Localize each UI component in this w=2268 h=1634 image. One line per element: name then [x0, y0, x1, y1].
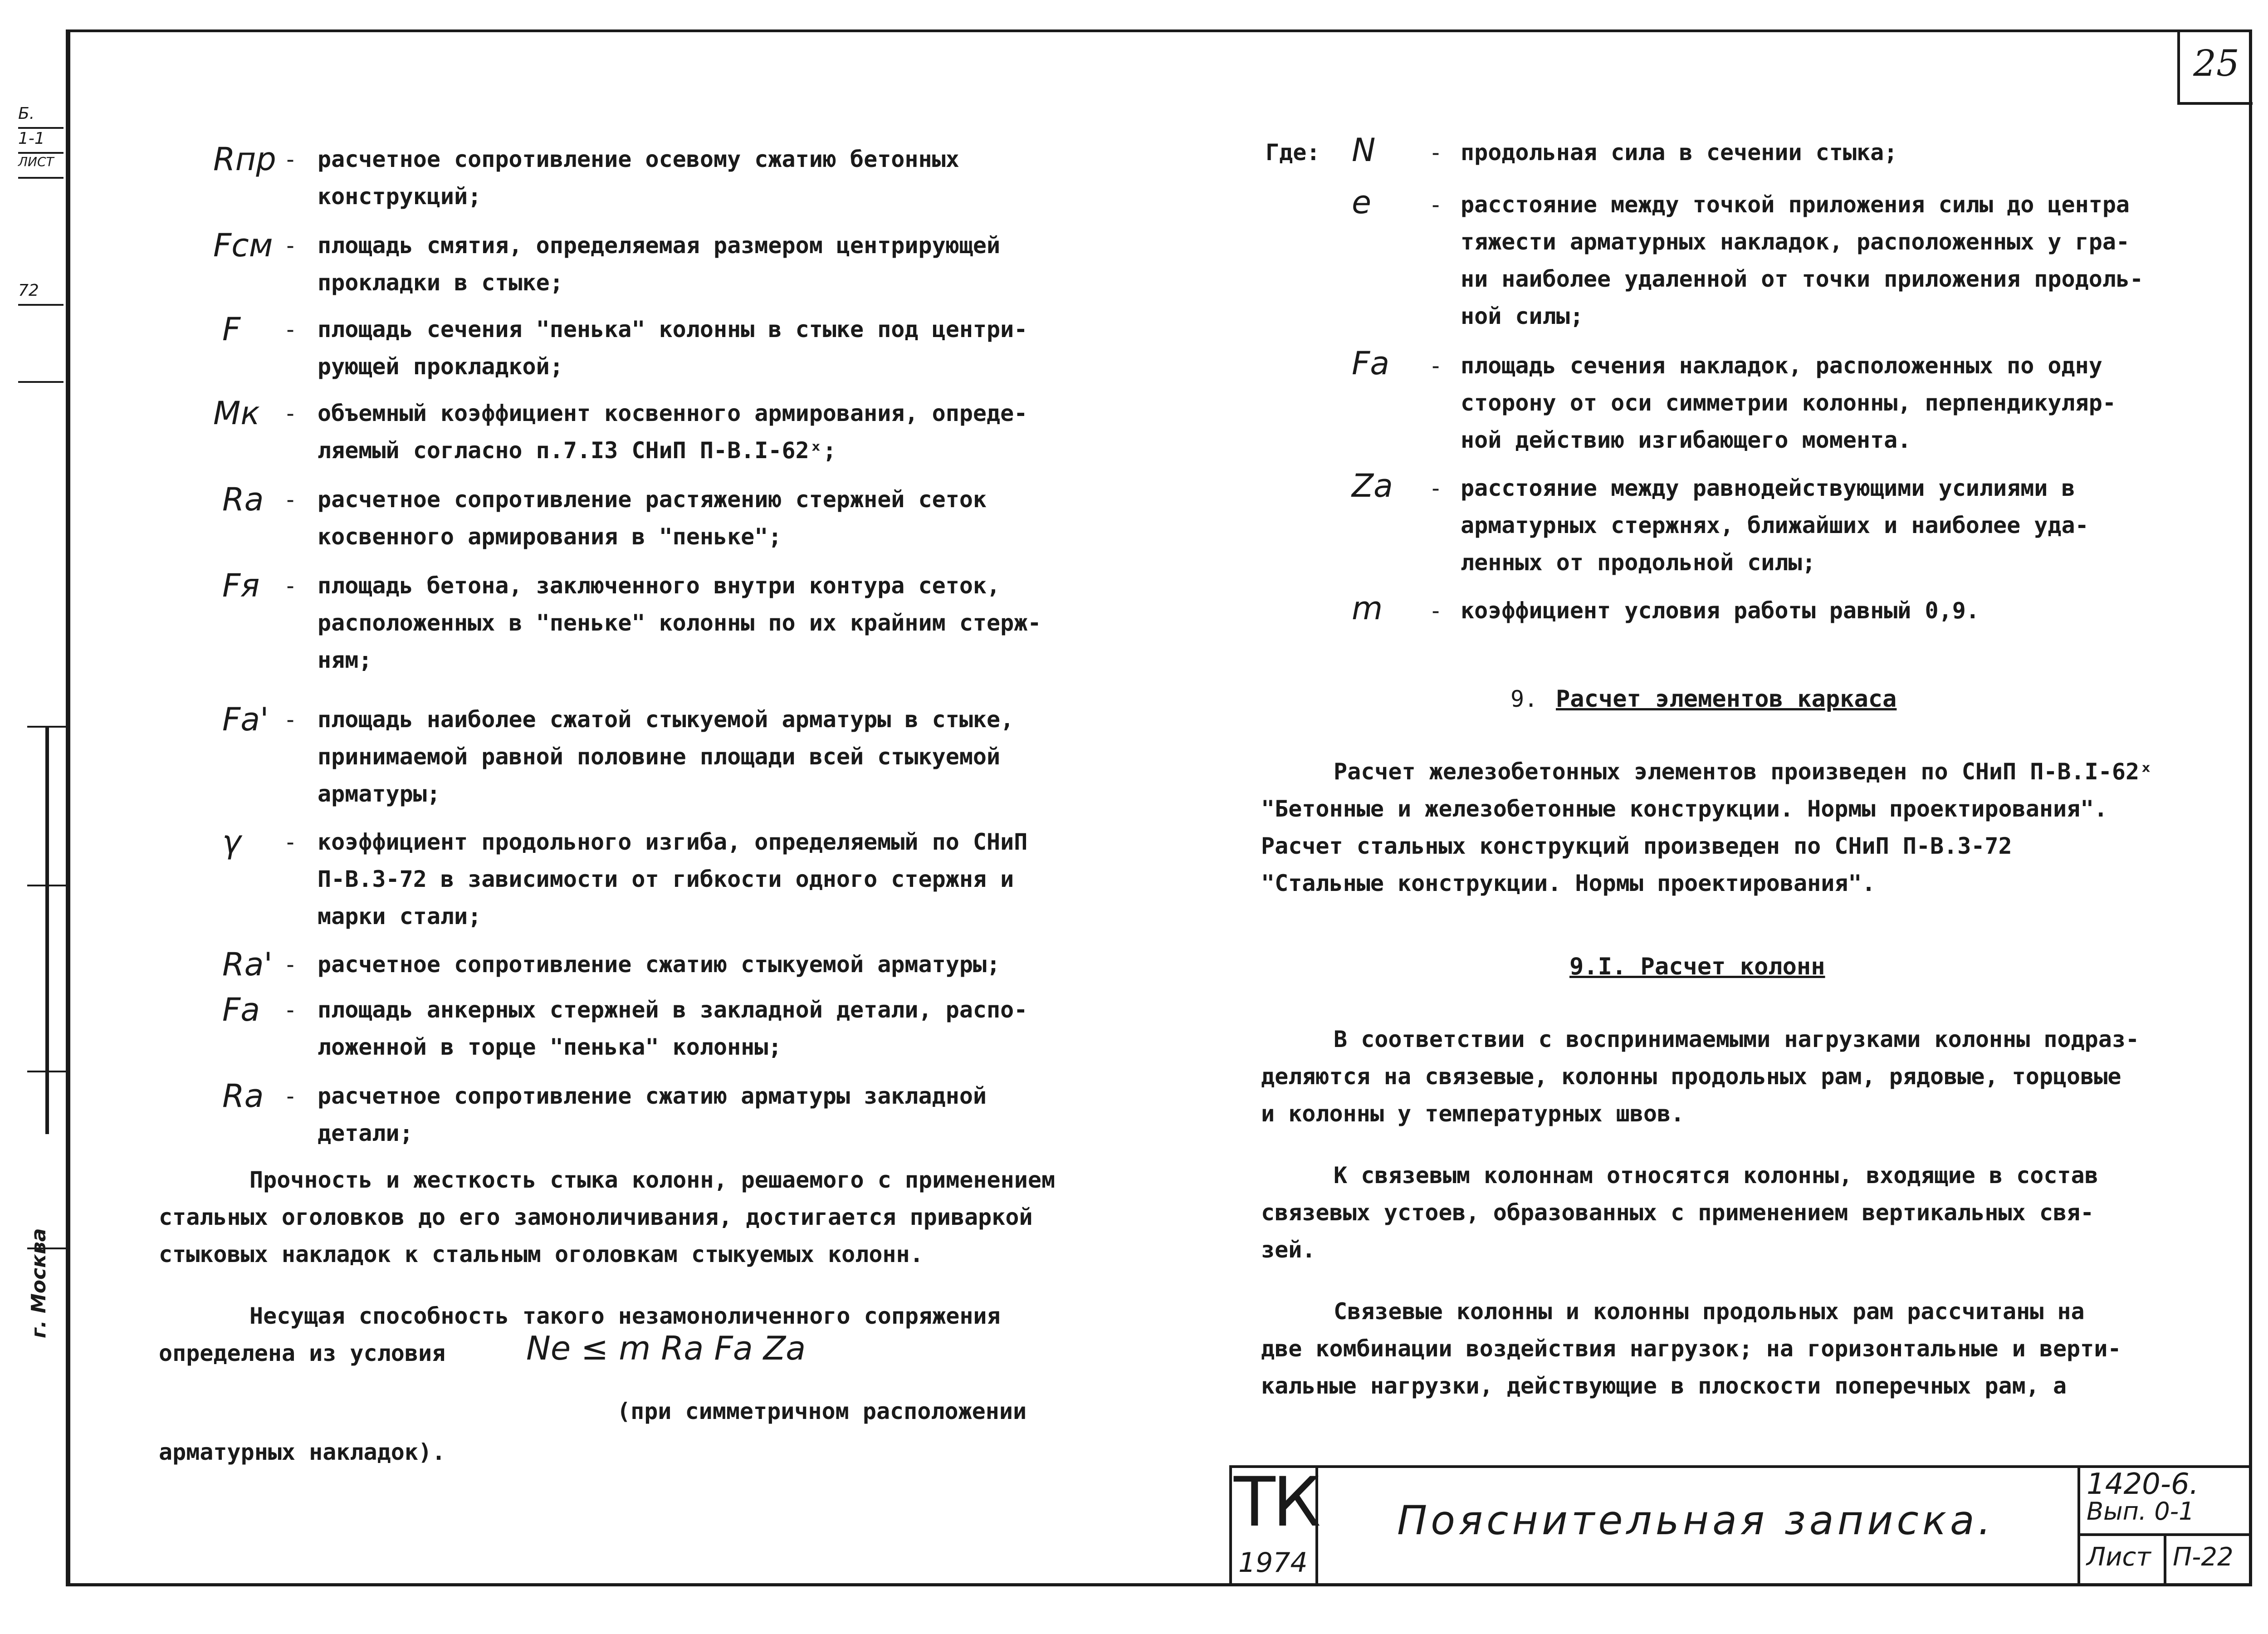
- page-number: 25: [2177, 29, 2253, 105]
- symbol: e: [1352, 184, 1372, 221]
- strip-divider: [18, 127, 64, 129]
- definition-line: принимаемой равной половине площади всей стыкуемой: [318, 744, 1001, 770]
- symbol: m: [1352, 590, 1383, 627]
- symbol: Fa: [1352, 345, 1390, 382]
- symbol: Ra': [222, 946, 273, 983]
- paragraph-line: (при симметричном расположении: [617, 1398, 1027, 1424]
- paragraph-line: Прочность и жесткость стыка колонн, решаемого с применением: [249, 1167, 1056, 1193]
- paragraph-line: связевых устоев, образованных с применением вертикальных свя-: [1261, 1199, 2094, 1226]
- symbol: Fя: [222, 567, 260, 604]
- margin-strip-line: Б.: [18, 104, 35, 123]
- strip-divider: [18, 381, 64, 383]
- paragraph-line: две комбинации воздействия нагрузок; на горизонтальные и верти-: [1261, 1336, 2121, 1362]
- document-code: 1420-6.: [2087, 1468, 2199, 1501]
- definition-line: ложенной в торце "пенька" колонны;: [318, 1034, 782, 1060]
- symbol: Za: [1352, 467, 1393, 504]
- definition-line: расстояние между равнодействующими усилиями в: [1461, 475, 2075, 501]
- city-label: г. Москва: [27, 1228, 50, 1338]
- paragraph-line: зей.: [1261, 1237, 1316, 1263]
- definition-line: марки стали;: [318, 903, 482, 930]
- definition-line: площадь смятия, определяемая размером центрирующей: [318, 232, 1001, 259]
- symbol: Fсм: [213, 227, 273, 264]
- paragraph-line: определена из условия: [159, 1340, 446, 1366]
- definition-line: площадь сечения накладок, расположенных по одну: [1461, 352, 2102, 379]
- definition-line: детали;: [318, 1120, 413, 1146]
- definition-line: конструкций;: [318, 183, 482, 210]
- strip-divider: [27, 1071, 68, 1072]
- definition-line: ной силы;: [1461, 303, 1584, 329]
- definition-line: ной действию изгибающего момента.: [1461, 427, 1911, 453]
- paragraph-line: Расчет железобетонных элементов произведен по СНиП П-В.I-62ˣ: [1334, 758, 2153, 785]
- margin-strip-line: 1-1: [18, 129, 45, 148]
- definition-line: ляемый согласно п.7.I3 СНиП П-В.I-62ˣ;: [318, 437, 836, 464]
- definition-line: сторону от оси симметрии колонны, перпендикуляр-: [1461, 390, 2116, 416]
- title-block-year: 1974: [1238, 1547, 1308, 1579]
- strength-formula: Ne ≤ m Ra Fa Za: [526, 1329, 806, 1367]
- margin-strip-line: ЛИСТ: [18, 154, 54, 169]
- symbol: N: [1352, 132, 1376, 169]
- definition-line: объемный коэффициент косвенного армирования, опреде-: [318, 400, 1028, 426]
- strip-divider: [27, 885, 68, 886]
- definition-line: арматуры;: [318, 781, 440, 807]
- definition-line: косвенного армирования в "пеньке";: [318, 523, 782, 550]
- section-heading: Расчет элементов каркаса: [1556, 685, 1897, 713]
- symbol: Fa: [222, 991, 260, 1028]
- where-label: Где:: [1266, 139, 1320, 166]
- frame-right-border: [2249, 29, 2252, 1585]
- definition-line: ни наиболее удаленной от точки приложения продоль-: [1461, 266, 2144, 292]
- definition-line: площадь анкерных стержней в закладной детали, распо-: [318, 997, 1028, 1023]
- definition-line: расчетное сопротивление осевому сжатию бетонных: [318, 146, 959, 172]
- sheet-number: П-22: [2173, 1542, 2234, 1572]
- paragraph-line: деляются на связевые, колонны продольных рам, рядовые, торцовые: [1261, 1063, 2121, 1090]
- definition-line: П-В.3-72 в зависимости от гибкости одного стержня и: [318, 866, 1014, 892]
- frame-left-border: [66, 29, 70, 1585]
- definition-line: расчетное сопротивление сжатию стыкуемой арматуры;: [318, 951, 1001, 978]
- paragraph-line: В соответствии с воспринимаемыми нагрузками колонны подраз-: [1334, 1026, 2140, 1052]
- definition-line: рующей прокладкой;: [318, 353, 563, 380]
- tk-logo: ТК: [1234, 1463, 1319, 1542]
- definition-line: тяжести арматурных накладок, расположенных у гра-: [1461, 229, 2130, 255]
- definition-line: коэффициент условия работы равный 0,9.: [1461, 597, 1980, 624]
- symbol: Rпр: [213, 141, 276, 178]
- paragraph-line: и колонны у температурных швов.: [1261, 1101, 1685, 1127]
- definition-line: арматурных стержнях, ближайших и наиболее уда-: [1461, 512, 2089, 538]
- paragraph-line: арматурных накладок).: [159, 1439, 446, 1465]
- paragraph-line: Связевые колонны и колонны продольных рам рассчитаны на: [1334, 1298, 2085, 1325]
- paragraph-line: стыковых накладок к стальным оголовкам стыкуемых колонн.: [159, 1241, 924, 1267]
- margin-strip-line: 72: [18, 281, 39, 300]
- definition-line: площадь наиболее сжатой стыкуемой арматуры в стыке,: [318, 706, 1014, 733]
- subsection-heading: 9.I. Расчет колонн: [1569, 953, 1825, 980]
- paragraph-line: "Стальные конструкции. Нормы проектирования".: [1261, 870, 1876, 896]
- strip-divider: [18, 152, 64, 154]
- definition-line: ленных от продольной силы;: [1461, 549, 1816, 576]
- definition-line: прокладки в стыке;: [318, 269, 563, 296]
- paragraph-line: "Бетонные и железобетонные конструкции. Нормы проектирования".: [1261, 796, 2108, 822]
- issue-number: Вып. 0-1: [2087, 1497, 2195, 1526]
- paragraph-line: кальные нагрузки, действующие в плоскости поперечных рам, а: [1261, 1373, 2067, 1399]
- paragraph-line: Несущая способность такого незамоноличенного сопряжения: [249, 1303, 1001, 1329]
- document-title: Пояснительная записка.: [1397, 1497, 1994, 1544]
- definition-line: площадь сечения "пенька" колонны в стыке под центри-: [318, 316, 1028, 342]
- section-number: 9.: [1510, 686, 1538, 712]
- symbol: Mк: [213, 395, 260, 432]
- definition-line: расчетное сопротивление сжатию арматуры закладной: [318, 1083, 987, 1109]
- strip-divider: [18, 304, 64, 306]
- strip-divider: [18, 177, 64, 179]
- definition-line: коэффициент продольного изгиба, определяемый по СНиП: [318, 829, 1028, 855]
- definition-line: ням;: [318, 647, 372, 673]
- symbol: Ra: [222, 1077, 264, 1115]
- paragraph-line: стальных оголовков до его замоноличивания, достигается приваркой: [159, 1204, 1033, 1230]
- frame-top-border: [66, 29, 2252, 32]
- definition-line: расположенных в "пеньке" колонны по их крайним стерж-: [318, 610, 1041, 636]
- definition-line: расчетное сопротивление растяжению стержней сеток: [318, 486, 987, 513]
- strip-divider: [27, 726, 68, 728]
- frame-bottom-border: [66, 1583, 2252, 1586]
- definition-line: продольная сила в сечении стыка;: [1461, 139, 1898, 166]
- paragraph-line: Расчет стальных конструкций произведен по СНиП П-В.3-72: [1261, 833, 2012, 859]
- definition-line: площадь бетона, заключенного внутри контура сеток,: [318, 572, 1001, 599]
- symbol: Fa': [222, 701, 269, 738]
- symbol: F: [222, 311, 241, 348]
- definition-line: расстояние между точкой приложения силы до центра: [1461, 191, 2130, 218]
- paragraph-line: К связевым колоннам относятся колонны, входящие в состав: [1334, 1162, 2098, 1189]
- margin-vertical-bar: [45, 726, 49, 1134]
- symbol: γ: [222, 823, 241, 861]
- symbol: Ra: [222, 481, 264, 518]
- sheet-label: Лист: [2087, 1542, 2151, 1572]
